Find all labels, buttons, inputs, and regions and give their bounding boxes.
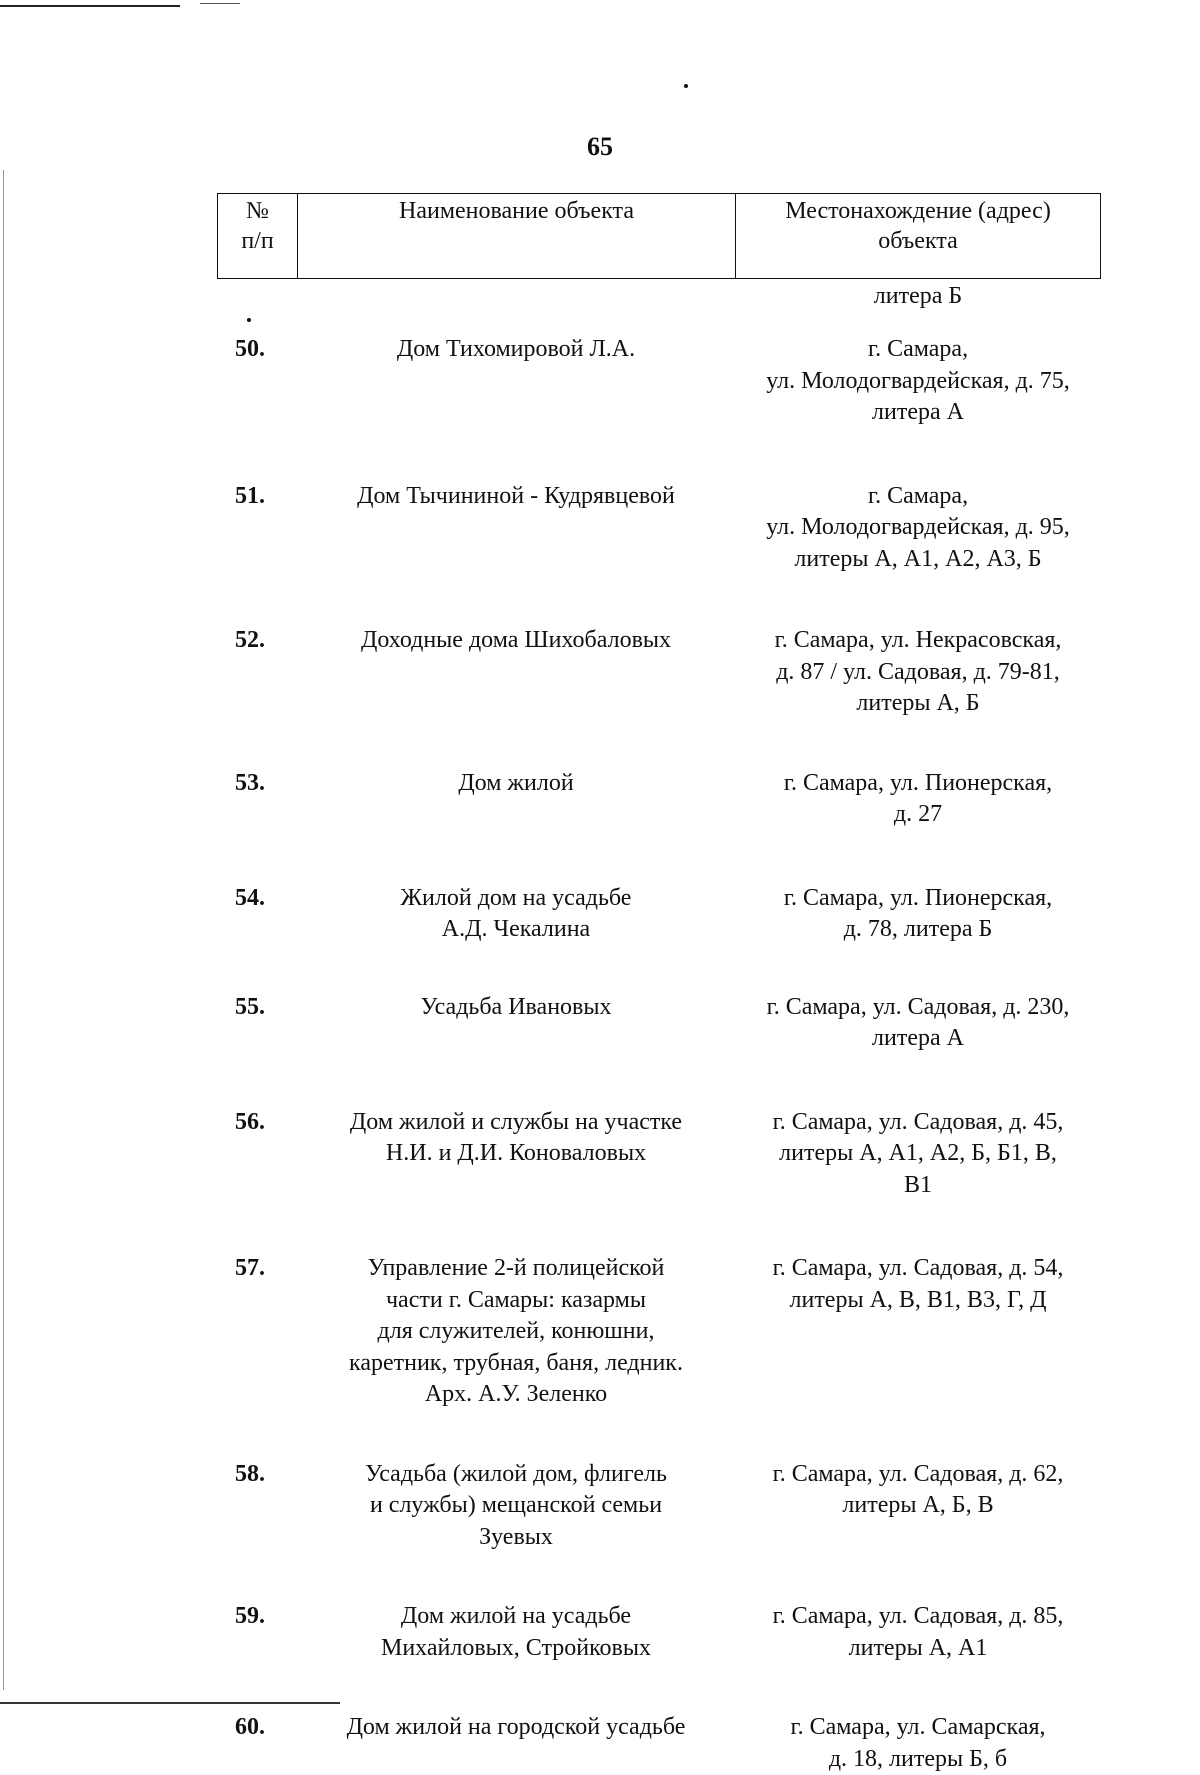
object-name: Жилой дом на усадьбе А.Д. Чекалина (400, 884, 632, 942)
table-header (217, 193, 1101, 279)
table-row (217, 334, 1101, 429)
row-number: 58. (235, 1460, 265, 1487)
object-name: Дом Тычининой - Кудрявцевой (357, 482, 675, 509)
scan-edge-top-fragment (200, 3, 240, 4)
carried-over-text: литера Б (873, 283, 963, 309)
row-number: 50. (235, 336, 265, 362)
object-name: Дом жилой (458, 769, 574, 796)
object-name: Усадьба (жилой дом, флигель и службы) мещанской семьи Зуевых (365, 1460, 667, 1550)
header-name (298, 194, 736, 278)
table-row (217, 1253, 1101, 1411)
row-number: 54. (235, 884, 265, 911)
table-row (217, 992, 1101, 1055)
table-row (217, 883, 1101, 946)
object-address: г. Самара, ул. Молодогвардейская, д. 75, литера А (766, 336, 1070, 425)
row-number: 57. (235, 1255, 265, 1281)
table-row (217, 1712, 1101, 1775)
object-address: г. Самара, ул. Самарская, д. 18, литеры Б, б (790, 1714, 1046, 1772)
table-row (217, 625, 1101, 720)
row-number: 60. (235, 1714, 265, 1740)
object-name: Усадьба Ивановых (420, 993, 612, 1020)
object-name: Дом Тихомировой Л.А. (396, 336, 636, 362)
object-address: г. Самара, ул. Садовая, д. 62, литеры А, Б, В (772, 1460, 1064, 1518)
table-row (217, 481, 1101, 576)
object-name: Доходные дома Шихобаловых (360, 627, 672, 653)
object-name: Дом жилой и службы на участке Н.И. и Д.И. Коноваловых (349, 1108, 683, 1166)
object-address: г. Самара, ул. Пионерская, д. 78, литера Б (783, 884, 1053, 942)
object-address: г. Самара, ул. Некрасовская, д. 87 / ул. Садовая, д. 79-81, литеры А, Б (774, 627, 1062, 716)
object-name: Управление 2-й полицейской части г. Самары: казармы для служителей, конюшни, каретник, трубная, баня, ледник. Арх. А.У. Зеленко (349, 1255, 683, 1407)
row-number: 59. (235, 1603, 265, 1629)
object-name: Дом жилой на усадьбе Михайловых, Стройковых (380, 1603, 651, 1661)
header-num-label: № п/п (241, 198, 274, 254)
header-address (736, 194, 1100, 278)
speck (247, 318, 251, 322)
scan-edge-left (3, 170, 4, 1690)
table-row (217, 1601, 1101, 1664)
scan-edge-top (0, 5, 180, 7)
object-address: г. Самара, ул. Молодогвардейская, д. 95, литеры А, А1, А2, А3, Б (766, 482, 1070, 572)
row-number: 56. (235, 1108, 265, 1135)
table-row (217, 768, 1101, 831)
row-number: 51. (235, 482, 265, 509)
object-address: г. Самара, ул. Садовая, д. 230, литера А (766, 993, 1070, 1051)
speck (684, 84, 688, 88)
object-address: г. Самара, ул. Садовая, д. 54, литеры А, В, В1, В3, Г, Д (772, 1255, 1064, 1313)
row-number: 52. (235, 627, 265, 653)
object-address: г. Самара, ул. Пионерская, д. 27 (783, 769, 1053, 827)
header-address-label: Местонахождение (адрес) объекта (785, 198, 1051, 254)
header-num (218, 194, 298, 278)
table-row (217, 1459, 1101, 1554)
row-number: 55. (235, 993, 265, 1020)
table-body (217, 334, 1101, 1775)
table-row (217, 1107, 1101, 1202)
page-number: 65 (587, 132, 613, 161)
object-name: Дом жилой на городской усадьбе (346, 1714, 686, 1740)
row-number: 53. (235, 769, 265, 796)
header-name-label: Наименование объекта (399, 198, 634, 224)
object-address: г. Самара, ул. Садовая, д. 85, литеры А, А1 (772, 1603, 1064, 1661)
object-address: г. Самара, ул. Садовая, д. 45, литеры А, А1, А2, Б, Б1, В, В1 (772, 1108, 1064, 1198)
